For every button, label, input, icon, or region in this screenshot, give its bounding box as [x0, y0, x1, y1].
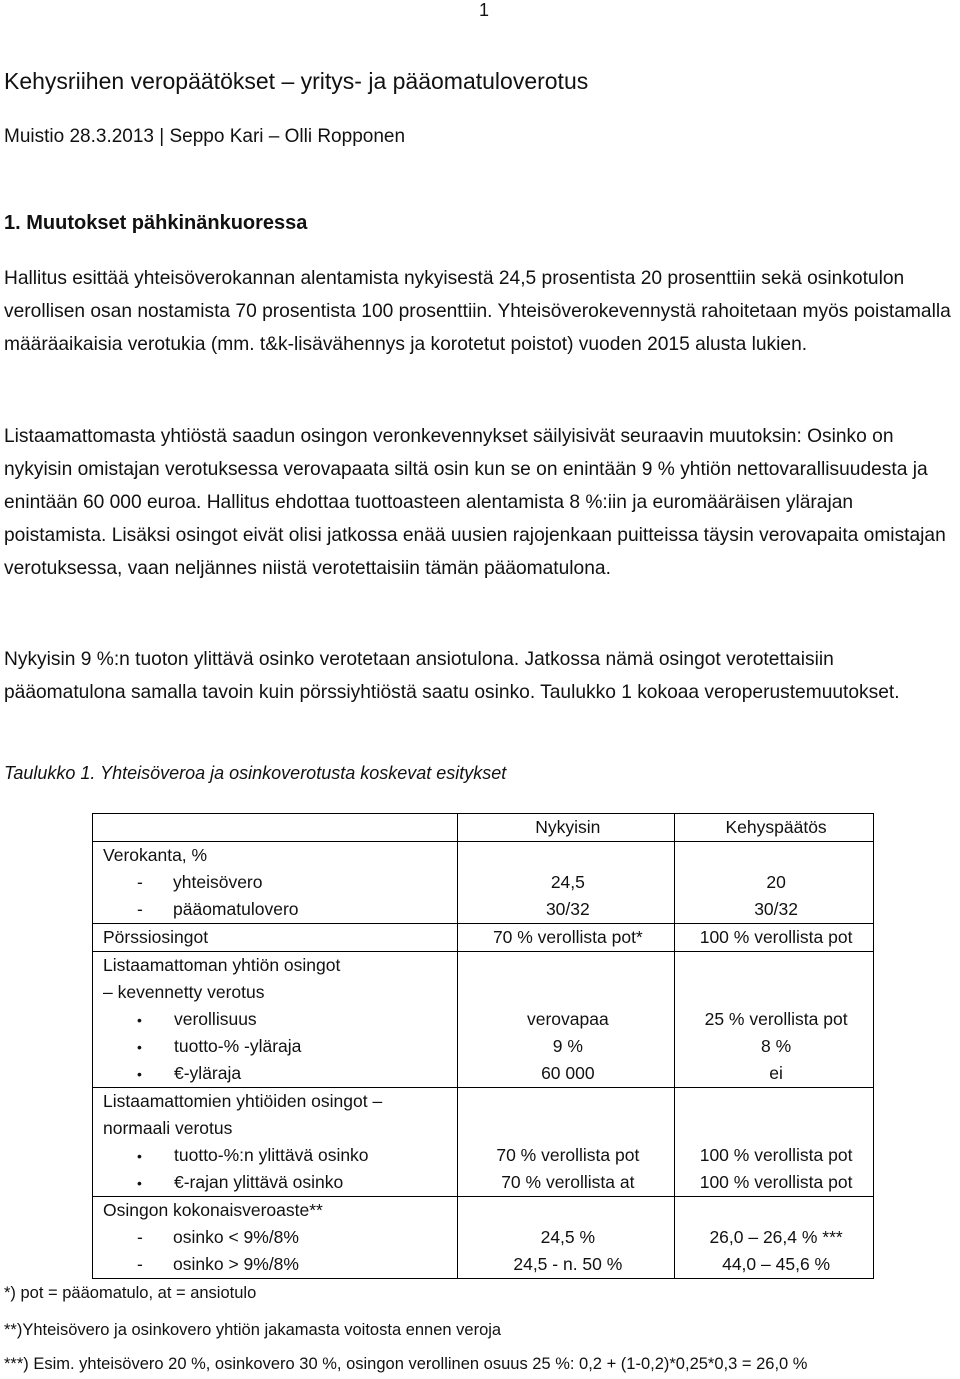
- listaamaton-label-2: – kevennetty verotus: [103, 982, 265, 1002]
- table-row: [93, 924, 874, 952]
- euro-ylaraja-new: ei: [769, 1063, 783, 1083]
- document-subtitle: Muistio 28.3.2013 | Seppo Kari – Olli Ropponen: [4, 126, 406, 147]
- osinko-alle-label: osinko < 9%/8%: [173, 1227, 299, 1247]
- table-row: [93, 1197, 874, 1279]
- verokanta-now-cell: [457, 842, 675, 924]
- osinko-yli-new: 44,0 – 45,6 %: [722, 1254, 831, 1274]
- kokonaisveroaste-label: Osingon kokonaisveroaste**: [103, 1200, 323, 1220]
- listaamaton-normaali-label-cell: [93, 1088, 458, 1197]
- verokanta-label: Verokanta, %: [103, 845, 208, 865]
- tuotto-ylaraja-now: 9 %: [552, 1036, 583, 1056]
- paragraph-1: Hallitus esittää yhteisöverokannan alentamista nykyisestä 24,5 prosentista 20 prosenttiin sekä osinkotulon verollisen osan nostamista 70 prosentista 100 prosenttiin. Yhteisöverokevennystä rahoitetaan myös poistamalla määräaikaisia verotukia (mm. t&k-lisävähennys ja korotetut poistot) vuoden 2015 alusta lukien.: [4, 268, 951, 355]
- listaamaton-label-1: Listaamattoman yhtiön osingot: [103, 955, 341, 975]
- porssiosingot-label: Pörssiosingot: [93, 924, 458, 952]
- tuotto-ylittava-new: 100 % verollista pot: [699, 1145, 853, 1165]
- yhteisovero-now: 24,5: [550, 872, 585, 892]
- tuotto-ylaraja-label: tuotto-% -yläraja: [174, 1036, 302, 1056]
- bullet-icon: •: [137, 1175, 142, 1191]
- listaamaton-normaali-now-cell: [457, 1088, 675, 1197]
- document-title: Kehysriihen veropäätökset – yritys- ja pääomatuloverotus: [4, 68, 589, 94]
- header-nykyisin: Nykyisin: [457, 814, 675, 842]
- listaamaton-kevennetty-label-cell: [93, 952, 458, 1088]
- verollisuus-label: verollisuus: [174, 1009, 257, 1029]
- kokonaisveroaste-now-cell: [457, 1197, 675, 1279]
- euro-rajan-ylittava-new: 100 % verollista pot: [699, 1172, 853, 1192]
- euro-rajan-ylittava-label: €-rajan ylittävä osinko: [174, 1172, 344, 1192]
- section-heading: 1. Muutokset pähkinänkuoressa: [4, 212, 308, 234]
- yhteisovero-label: yhteisövero: [173, 872, 263, 892]
- osinko-yli-label: osinko > 9%/8%: [173, 1254, 299, 1274]
- tuotto-ylittava-now: 70 % verollista pot: [496, 1145, 640, 1165]
- dash-marker: -: [137, 1227, 143, 1247]
- verollisuus-new: 25 % verollista pot: [704, 1009, 848, 1029]
- listaamaton-kevennetty-new-cell: [675, 952, 874, 1088]
- paragraph-3: Nykyisin 9 %:n tuoton ylittävä osinko verotetaan ansiotulona. Jatkossa nämä osingot verotettaisiin pääomatulona samalla tavoin kuin pörssiyhtiöstä saatu osinko. Taulukko 1 kokoaa veroperustemuutokset.: [4, 649, 900, 703]
- table-caption: Taulukko 1. Yhteisöveroa ja osinkoverotusta koskevat esitykset: [4, 763, 507, 783]
- bullet-icon: •: [137, 1039, 142, 1055]
- bullet-icon: •: [137, 1012, 142, 1028]
- yhteisovero-new: 20: [766, 872, 786, 892]
- table-row: [93, 952, 874, 1088]
- footnote-3: ***) Esim. yhteisövero 20 %, osinkovero 30 %, osingon verollinen osuus 25 %: 0,2 + (1-0,2)*0,25*0,3 = 26,0 %: [4, 1355, 808, 1373]
- kokonaisveroaste-new-cell: [675, 1197, 874, 1279]
- table-header-row: [93, 814, 874, 842]
- paragraph-2: Listaamattomasta yhtiöstä saadun osingon veronkevennykset säilyisivät seuraavin muutoksin: Osinko on nykyisin omistajan verotuksessa verovapaata siltä osin kun se on enintään 9 % yhtiön nettovarallisuudesta ja enintään 60 000 euroa. Hallitus ehdottaa tuottoasteen alentamista 8 %:iin ja euromääräisen ylärajan poistamista. Lisäksi osingot eivät olisi jatkossa enää uusien rajojenkaan puitteissa täysin verovapaita omistajan verotuksessa, vaan neljännes niistä verotettaisiin tämän pääomatulona.: [4, 426, 946, 579]
- listaamaton-normaali-new-cell: [675, 1088, 874, 1197]
- tax-table: [92, 813, 874, 1279]
- listaamaton-kevennetty-now-cell: [457, 952, 675, 1088]
- bullet-icon: •: [137, 1066, 142, 1082]
- paaomatulovero-now: 30/32: [545, 899, 590, 919]
- normaali-label-2: normaali verotus: [103, 1118, 233, 1138]
- table-row: [93, 1088, 874, 1197]
- tuotto-ylittava-label: tuotto-%:n ylittävä osinko: [174, 1145, 369, 1165]
- bullet-icon: •: [137, 1148, 142, 1164]
- header-kehyspaatos: Kehyspäätös: [675, 814, 874, 842]
- osinko-yli-now: 24,5 - n. 50 %: [513, 1254, 623, 1274]
- paaomatulovero-new: 30/32: [754, 899, 798, 919]
- dash-marker: -: [137, 1254, 143, 1274]
- header-empty: [93, 814, 458, 842]
- porssiosingot-new: 100 % verollista pot: [675, 924, 874, 952]
- footnote-1: *) pot = pääomatulo, at = ansiotulo: [4, 1284, 257, 1302]
- dash-marker: -: [137, 899, 143, 919]
- euro-rajan-ylittava-now: 70 % verollista at: [501, 1172, 635, 1192]
- verollisuus-now: verovapaa: [526, 1009, 609, 1029]
- porssiosingot-now: 70 % verollista pot*: [457, 924, 675, 952]
- footnote-2: **)Yhteisövero ja osinkovero yhtiön jakamasta voitosta ennen veroja: [4, 1321, 502, 1339]
- osinko-alle-new: 26,0 – 26,4 % ***: [709, 1227, 843, 1247]
- tuotto-ylaraja-new: 8 %: [761, 1036, 792, 1056]
- verokanta-new-cell: [675, 842, 874, 924]
- euro-ylaraja-label: €-yläraja: [174, 1063, 242, 1083]
- kokonaisveroaste-label-cell: [93, 1197, 458, 1279]
- normaali-label-1: Listaamattomien yhtiöiden osingot –: [103, 1091, 383, 1111]
- euro-ylaraja-now: 60 000: [541, 1063, 595, 1083]
- paaomatulovero-label: pääomatulovero: [173, 899, 299, 919]
- table-row: [93, 842, 874, 924]
- verokanta-label-cell: [93, 842, 458, 924]
- osinko-alle-now: 24,5 %: [540, 1227, 596, 1247]
- dash-marker: -: [137, 872, 143, 892]
- page-number: 1: [479, 0, 490, 20]
